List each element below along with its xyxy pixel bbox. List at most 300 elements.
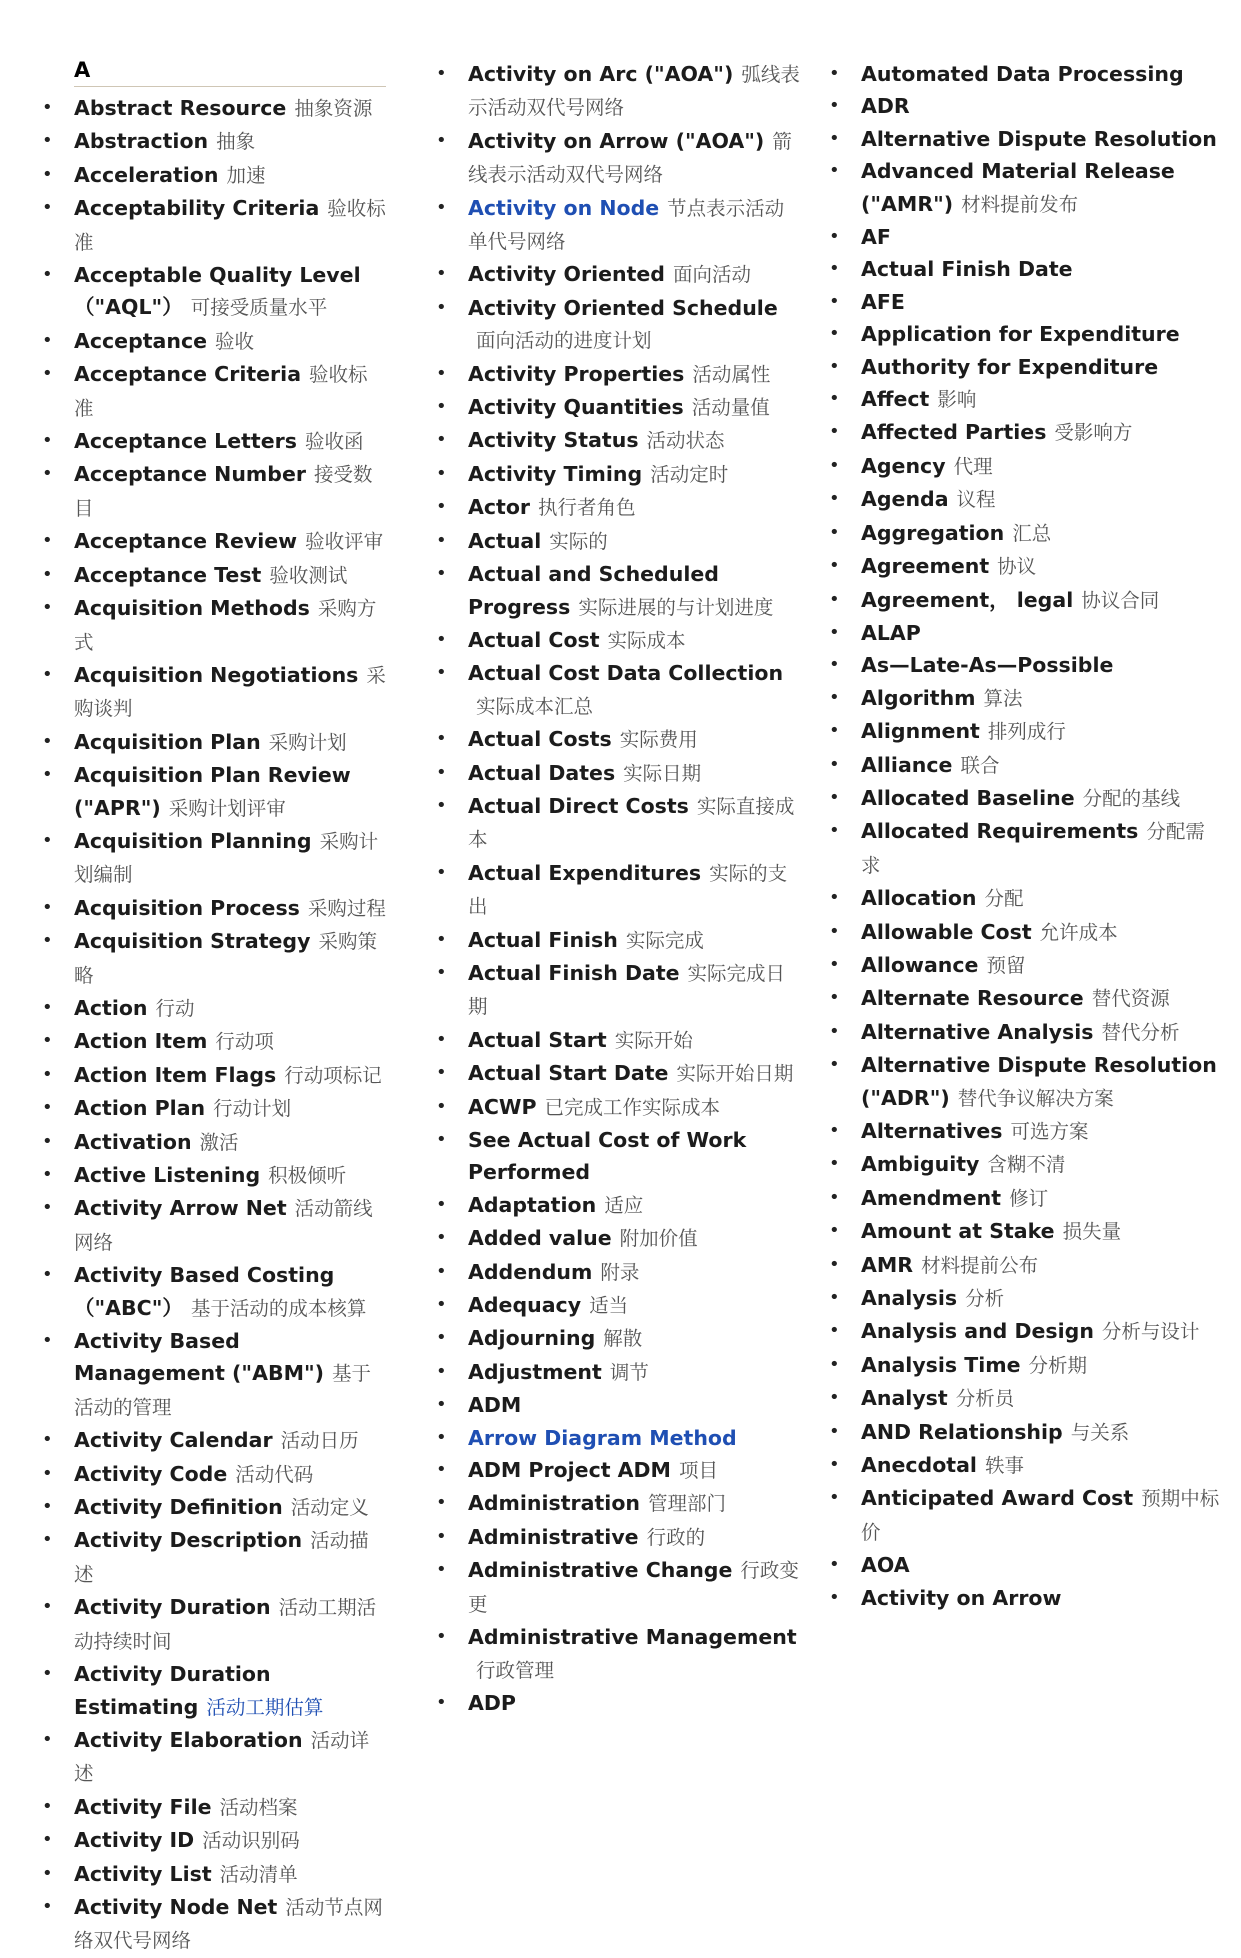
glossary-item [823, 782, 1223, 815]
glossary-item [36, 1025, 386, 1058]
glossary-item [430, 391, 802, 424]
term-english: Actual Cost [468, 627, 600, 652]
glossary-item [36, 892, 386, 925]
glossary-item [36, 1891, 386, 1958]
glossary-item [823, 1182, 1223, 1215]
glossary-item [823, 1249, 1223, 1282]
term-chinese: 积极倾听 [268, 1164, 347, 1187]
term-chinese: 替代资源 [1091, 987, 1170, 1011]
glossary-item [36, 325, 386, 358]
term-english: Actual Cost Data Collection [468, 661, 784, 686]
term-english: Alternative Dispute Resolution ("ADR") [861, 1053, 1217, 1110]
glossary-item [823, 318, 1223, 350]
glossary-item [36, 458, 386, 525]
term-chinese: 抽象资源 [294, 97, 373, 120]
term-english: Activity Quantities [468, 395, 684, 420]
glossary-item [36, 1325, 386, 1424]
term-english: Activity Duration Estimating [74, 1662, 271, 1719]
glossary-item [823, 123, 1223, 155]
glossary-item [430, 1389, 802, 1421]
term-english-link[interactable]: Arrow Diagram Method [468, 1425, 737, 1450]
term-chinese: 已完成工作实际成本 [544, 1095, 721, 1119]
term-english: Automated Data Processing [861, 62, 1184, 86]
term-english: Acceptance Review [74, 529, 298, 554]
glossary-item [823, 1582, 1223, 1614]
term-chinese: 验收测试 [269, 563, 348, 587]
glossary-item [823, 749, 1223, 782]
term-english: Actual [468, 528, 542, 553]
term-english: Acquisition Plan Review ("APR") [74, 763, 351, 820]
column-3 [823, 58, 1223, 1614]
term-chinese: 实际的支出 [468, 861, 788, 919]
column-1 [36, 58, 386, 1958]
glossary-item [430, 1124, 802, 1189]
term-english: Activity Definition [74, 1495, 283, 1520]
term-english: Adjustment [468, 1359, 602, 1384]
term-english: Acceleration [74, 162, 219, 187]
term-english: Actual Finish [468, 927, 618, 952]
term-english: Allocated Requirements [861, 819, 1139, 844]
glossary-item [36, 1524, 386, 1591]
term-english: Acquisition Strategy [74, 929, 311, 954]
term-english: Actual and Scheduled Progress [468, 562, 719, 619]
term-chinese: 抽象 [216, 130, 256, 154]
glossary-item [823, 1148, 1223, 1181]
glossary-item [823, 882, 1223, 915]
term-chinese: 实际的 [549, 529, 608, 553]
term-chinese: 受影响方 [1054, 421, 1133, 445]
glossary-item [36, 726, 386, 759]
glossary-item [36, 992, 386, 1025]
glossary-item [430, 1687, 802, 1719]
glossary-item [430, 58, 802, 125]
glossary-item [36, 659, 386, 726]
term-english: Allocated Baseline [861, 785, 1075, 810]
term-english: Analyst [861, 1386, 948, 1411]
term-english: Agenda [861, 487, 949, 512]
glossary-item [36, 1458, 386, 1491]
term-english: Activity Code [74, 1461, 228, 1486]
term-chinese: 实际日期 [623, 761, 702, 785]
glossary-item [823, 584, 1223, 617]
term-english: Alternate Resource [861, 986, 1084, 1011]
term-english: Addendum [468, 1259, 593, 1284]
term-chinese: 活动定义 [290, 1496, 369, 1520]
glossary-item [823, 982, 1223, 1015]
term-chinese: 管理部门 [648, 1492, 727, 1516]
glossary-item [430, 757, 802, 790]
term-english: Acceptance Letters [74, 429, 297, 454]
term-english: Allocation [861, 886, 977, 911]
glossary-item [430, 723, 802, 756]
term-chinese: 影响 [937, 388, 977, 412]
term-chinese: 代理 [953, 454, 993, 478]
glossary-item [823, 649, 1223, 681]
term-chinese: 活动档案 [219, 1795, 298, 1819]
glossary-item [430, 1289, 802, 1322]
term-english: Alternative Analysis [861, 1019, 1094, 1044]
term-english: Activity Oriented Schedule [468, 295, 778, 320]
glossary-item [823, 715, 1223, 748]
term-english: Administration [468, 1491, 640, 1516]
term-english: Activity Elaboration [74, 1727, 303, 1752]
glossary-item [430, 924, 802, 957]
term-chinese: 允许成本 [1039, 920, 1118, 944]
glossary-item [430, 258, 802, 291]
term-english: Activity Timing [468, 461, 643, 486]
term-english: Agency [861, 453, 946, 478]
term-english: Acquisition Plan [74, 729, 261, 754]
glossary-item [430, 790, 802, 857]
term-chinese: 采购计划评审 [168, 796, 286, 820]
term-chinese: 替代分析 [1101, 1020, 1180, 1044]
term-english: Activity Based Management ("ABM") [74, 1329, 325, 1386]
glossary-item [823, 1449, 1223, 1482]
term-chinese: 协议合同 [1081, 588, 1160, 612]
term-english: ADM [468, 1393, 522, 1418]
term-chinese: 活动工期活动持续时间 [74, 1596, 377, 1653]
term-english: Actual Finish Date [861, 257, 1073, 282]
term-english: Application for Expenditure [861, 322, 1180, 347]
glossary-item [430, 525, 802, 558]
glossary-item [430, 491, 802, 524]
term-chinese: 实际成本汇总 [476, 694, 594, 718]
term-chinese: 可选方案 [1010, 1120, 1089, 1143]
term-chinese: 验收标准 [74, 363, 368, 420]
term-english: Allowance [861, 952, 979, 977]
glossary-item [36, 1192, 386, 1259]
term-english: Adjourning [468, 1326, 596, 1351]
term-list-3 [823, 58, 1223, 1614]
glossary-item [823, 1115, 1223, 1148]
term-chinese: 采购策略 [74, 930, 377, 987]
term-chinese: 加速 [226, 163, 266, 187]
glossary-item [430, 1356, 802, 1389]
term-chinese: 损失量 [1062, 1220, 1122, 1244]
term-english: Activity on Arc ("AOA") [468, 62, 734, 86]
term-chinese: 面向活动 [672, 263, 751, 287]
glossary-item [430, 1189, 802, 1222]
term-chinese: 弧线表示活动双代号网络 [468, 63, 800, 120]
glossary-item [823, 1349, 1223, 1382]
term-chinese: 节点表示活动单代号网络 [468, 196, 785, 254]
term-chinese: 实际完成日期 [468, 961, 786, 1019]
term-english: Activity Oriented [468, 262, 665, 287]
glossary-item [36, 759, 386, 825]
glossary-item [823, 916, 1223, 949]
term-chinese: 联合 [960, 753, 1000, 777]
term-english: Ambiguity [861, 1152, 980, 1177]
term-english: Activity Status [468, 428, 639, 453]
term-english: Acquisition Methods [74, 596, 310, 621]
glossary-item [36, 425, 386, 458]
term-english: Activity on Arrow ("AOA") [468, 128, 765, 153]
term-english: Activity Node Net [74, 1894, 278, 1919]
term-english: Activity Properties [468, 361, 685, 386]
term-english: See Actual Cost of Work Performed [468, 1128, 747, 1185]
term-chinese: 活动状态 [646, 429, 725, 453]
term-chinese: 激活 [199, 1130, 239, 1154]
term-english: AMR [861, 1252, 914, 1277]
term-english: AFE [861, 289, 905, 314]
term-list-1 [36, 92, 386, 1958]
glossary-item [823, 383, 1223, 416]
glossary-item [430, 1454, 802, 1487]
term-english: Action Item Flags [74, 1062, 277, 1087]
term-chinese: 适当 [589, 1294, 629, 1318]
glossary-item [430, 1322, 802, 1355]
term-english: Actual Finish Date [468, 960, 680, 985]
glossary-item [430, 1222, 802, 1255]
glossary-item [430, 192, 802, 259]
term-chinese: 可接受质量水平 [190, 296, 328, 320]
glossary-item [823, 351, 1223, 383]
term-english: ALAP [861, 620, 921, 645]
term-chinese: 含糊不清 [987, 1153, 1066, 1177]
term-english: Added value [468, 1226, 612, 1251]
term-chinese: 活动描述 [74, 1529, 369, 1586]
term-chinese: 调节 [609, 1360, 649, 1384]
term-chinese: 执行者角色 [538, 496, 636, 520]
term-chinese: 协议 [997, 555, 1037, 579]
term-english: Alternative Dispute Resolution [861, 126, 1217, 151]
glossary-item [430, 558, 802, 624]
term-english: Aggregation [861, 520, 1005, 545]
glossary-item [823, 416, 1223, 449]
glossary-item [36, 559, 386, 592]
term-chinese: 议程 [956, 488, 996, 512]
term-chinese: 项目 [678, 1459, 718, 1483]
term-chinese: 实际费用 [619, 728, 698, 752]
glossary-item [823, 483, 1223, 516]
glossary-item [36, 159, 386, 192]
glossary-item [430, 624, 802, 657]
term-chinese: 实际开始日期 [676, 1062, 794, 1086]
term-english: Activity List [74, 1861, 212, 1886]
term-english: Adaptation [468, 1192, 597, 1217]
glossary-item [36, 825, 386, 892]
term-english: Actual Start [468, 1027, 607, 1052]
glossary-item [823, 58, 1223, 90]
glossary-item [430, 657, 802, 723]
term-chinese: 与关系 [1070, 1420, 1130, 1444]
glossary-item [36, 1092, 386, 1125]
term-chinese: 采购方式 [74, 597, 377, 654]
term-chinese: 汇总 [1012, 521, 1052, 545]
term-english: Acceptance Criteria [74, 362, 302, 387]
term-chinese: 活动识别码 [202, 1829, 300, 1853]
term-english: Abstraction [74, 129, 209, 154]
term-english: Amount at Stake [861, 1219, 1055, 1244]
term-english: Administrative Management [468, 1625, 797, 1650]
glossary-item [36, 1424, 386, 1457]
term-chinese: 替代争议解决方案 [957, 1086, 1114, 1110]
term-chinese: 材料提前公布 [921, 1253, 1039, 1277]
term-english: Activity Calendar [74, 1428, 273, 1453]
glossary-item [430, 1091, 802, 1124]
glossary-item [823, 155, 1223, 221]
term-english-link[interactable]: Activity on Node [468, 195, 660, 220]
term-english: Advanced Material Release ("AMR") [861, 159, 1175, 216]
glossary-item [823, 550, 1223, 583]
term-chinese: 活动日历 [280, 1429, 359, 1453]
term-chinese: 采购谈判 [74, 663, 386, 721]
term-chinese: 实际成本 [607, 628, 686, 652]
term-chinese-link[interactable]: 活动工期估算 [206, 1695, 324, 1719]
glossary-item [823, 1482, 1223, 1549]
term-english: Acceptance Test [74, 562, 262, 587]
term-english: Activity Duration [74, 1595, 271, 1620]
glossary-item [36, 1724, 386, 1791]
glossary-item [430, 125, 802, 192]
term-english: Active Listening [74, 1163, 261, 1187]
term-english: Analysis Time [861, 1352, 1021, 1377]
term-chinese: 分析员 [955, 1387, 1015, 1411]
glossary-item [430, 1422, 802, 1454]
glossary-item [36, 592, 386, 659]
glossary-item [823, 1416, 1223, 1449]
term-english: Alliance [861, 752, 953, 777]
term-chinese: 分析与设计 [1101, 1320, 1200, 1344]
glossary-item [36, 358, 386, 425]
term-english: Activity ID [74, 1828, 195, 1853]
term-chinese: 面向活动的进度计划 [476, 329, 652, 353]
glossary-item [36, 1858, 386, 1891]
term-chinese: 采购计划编制 [74, 829, 379, 887]
term-english: AND Relationship [861, 1419, 1063, 1444]
term-english: ACWP [468, 1094, 537, 1119]
term-chinese: 活动定时 [650, 462, 729, 486]
term-chinese: 附录 [600, 1260, 640, 1284]
glossary-item [430, 358, 802, 391]
term-english: Authority for Expenditure [861, 354, 1159, 379]
term-english: Acquisition Planning [74, 828, 312, 853]
term-english: Action [74, 995, 148, 1020]
term-chinese: 活动量值 [691, 396, 770, 420]
term-chinese: 基于活动的管理 [74, 1362, 372, 1419]
column-2 [430, 58, 802, 1719]
term-english: Anticipated Award Cost [861, 1486, 1134, 1511]
glossary-item [823, 221, 1223, 253]
term-chinese: 附加价值 [619, 1227, 698, 1251]
glossary-item [823, 682, 1223, 715]
glossary-item [430, 1487, 802, 1520]
term-english: ADR [861, 94, 910, 119]
glossary-item [823, 286, 1223, 318]
term-chinese: 实际直接成本 [468, 794, 795, 852]
term-english: Amendment [861, 1185, 1002, 1210]
glossary-item [430, 1024, 802, 1057]
glossary-item [36, 192, 386, 259]
term-chinese: 修订 [1009, 1186, 1049, 1210]
term-english: Action Plan [74, 1096, 206, 1121]
glossary-item [36, 1591, 386, 1658]
term-english: Activity File [74, 1794, 212, 1819]
glossary-item [823, 949, 1223, 982]
term-chinese: 算法 [983, 686, 1023, 710]
term-chinese: 箭线表示活动双代号网络 [468, 129, 792, 187]
glossary-item [430, 1057, 802, 1090]
glossary-item [823, 90, 1223, 122]
section-heading: A [74, 58, 386, 87]
term-chinese: 采购计划 [268, 730, 347, 754]
term-chinese: 行政管理 [476, 1658, 555, 1682]
glossary-item [430, 424, 802, 457]
glossary-item [823, 517, 1223, 550]
glossary-item [36, 1791, 386, 1824]
term-chinese: 行动 [155, 996, 195, 1020]
term-chinese: 分配 [984, 887, 1024, 911]
term-english: Actual Costs [468, 727, 612, 752]
term-chinese: 实际完成 [625, 928, 704, 952]
term-english: Acquisition Process [74, 895, 300, 920]
term-english: Action Item [74, 1029, 208, 1054]
term-english: Acceptability Criteria [74, 196, 320, 221]
glossary-item [823, 1215, 1223, 1248]
term-chinese: 基于活动的成本核算 [190, 1296, 367, 1320]
term-english: Activity Based Costing （"ABC"） [74, 1263, 335, 1320]
glossary-item [823, 1382, 1223, 1415]
term-english: Acceptance Number [74, 462, 306, 487]
term-chinese: 活动代码 [235, 1462, 314, 1486]
term-english: Anecdotal [861, 1453, 977, 1478]
glossary-item [430, 1621, 802, 1687]
term-chinese: 行动计划 [213, 1097, 292, 1121]
term-chinese: 验收函 [304, 430, 364, 454]
term-chinese: 轶事 [984, 1454, 1024, 1478]
term-chinese: 预留 [986, 953, 1026, 977]
term-chinese: 实际开始 [614, 1028, 693, 1052]
glossary-item [36, 92, 386, 125]
glossary-item [430, 292, 802, 358]
term-english: Abstract Resource [74, 96, 287, 120]
glossary-item [430, 1554, 802, 1621]
term-english: Activity Description [74, 1528, 303, 1553]
term-chinese: 排列成行 [987, 720, 1066, 744]
term-english: Acquisition Negotiations [74, 662, 359, 687]
glossary-item [823, 617, 1223, 649]
term-chinese: 活动属性 [692, 362, 771, 386]
glossary-item [36, 1491, 386, 1524]
glossary-item [36, 1658, 386, 1724]
term-chinese: 适应 [604, 1193, 644, 1217]
term-chinese: 分析期 [1028, 1353, 1088, 1377]
term-chinese: 行动项 [215, 1030, 274, 1054]
glossary-item [36, 1126, 386, 1159]
glossary-item [430, 1521, 802, 1554]
term-english: Agreement， legal [861, 587, 1074, 612]
term-english: Acceptance [74, 328, 208, 353]
term-english: Actual Start Date [468, 1061, 669, 1086]
term-list-2 [430, 58, 802, 1719]
term-chinese: 验收 [215, 329, 255, 353]
term-english: Activity on Arrow [861, 1585, 1062, 1610]
glossary-item [36, 1059, 386, 1092]
glossary-item [36, 525, 386, 558]
term-chinese: 活动节点网络双代号网络 [74, 1895, 383, 1953]
glossary-item [36, 125, 386, 158]
term-chinese: 行政变更 [468, 1559, 799, 1616]
term-chinese: 验收标准 [74, 197, 386, 254]
term-chinese: 活动清单 [219, 1862, 298, 1886]
term-chinese: 分配的基线 [1082, 786, 1181, 810]
term-english: Actual Expenditures [468, 860, 702, 885]
term-english: Adequacy [468, 1293, 582, 1318]
term-chinese: 材料提前发布 [961, 192, 1079, 216]
glossary-item [430, 957, 802, 1024]
term-english: Analysis and Design [861, 1319, 1094, 1344]
term-chinese: 活动箭线网络 [74, 1197, 373, 1254]
